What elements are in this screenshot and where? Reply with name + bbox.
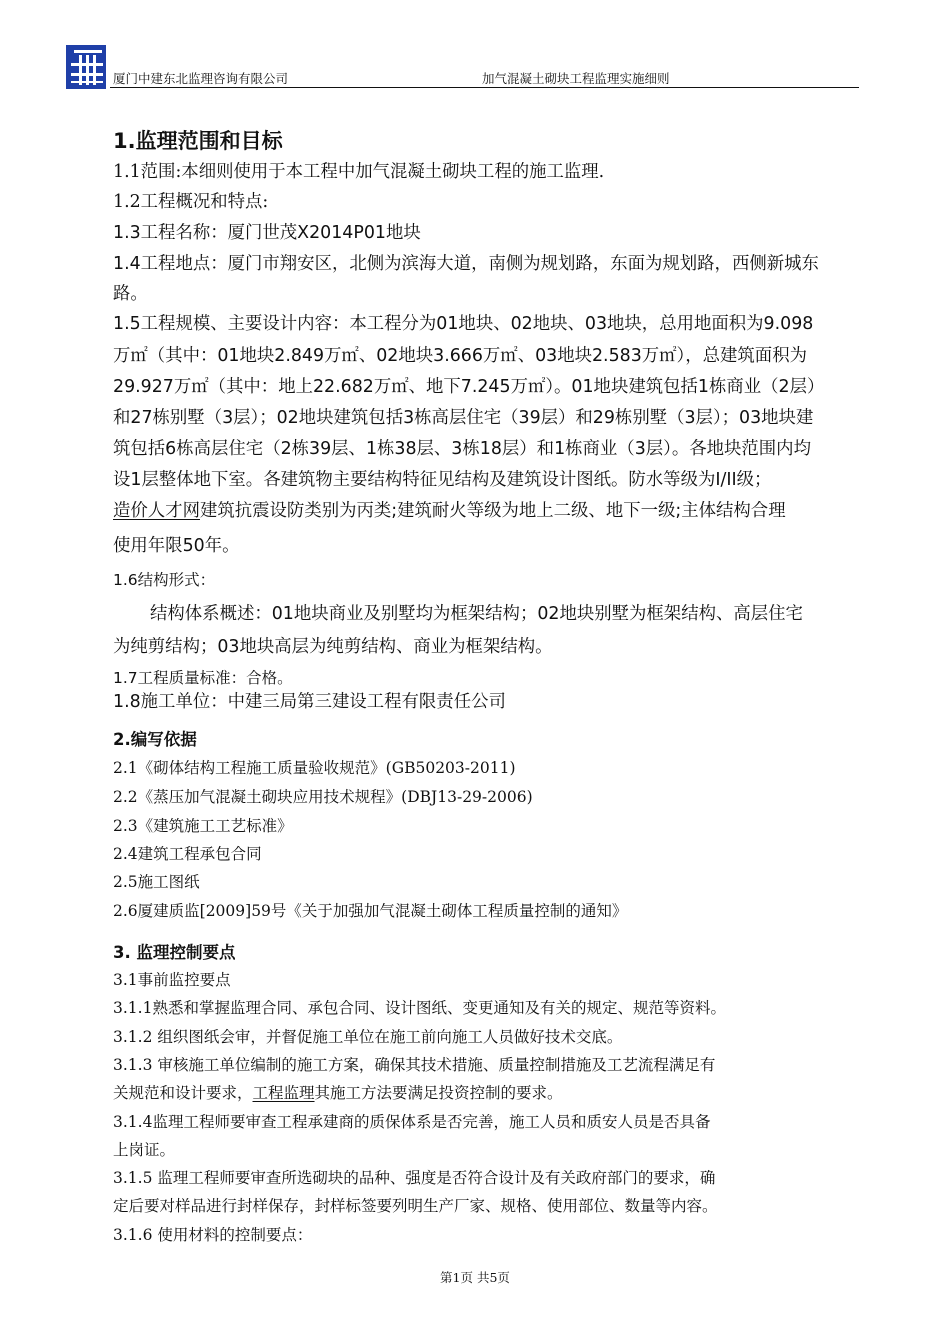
reference-item: 2.2《蒸压加气混凝土砌块应用技术规程》(DBJ13-29-2006) xyxy=(113,788,533,806)
engineering-supervision-link[interactable]: 工程监理 xyxy=(252,1084,315,1102)
paragraph-3-1-2: 3.1.2 组织图纸会审，并督促施工单位在施工前向施工人员做好技术交底。 xyxy=(113,1028,623,1046)
header-company: 厦门中建东北监理咨询有限公司 xyxy=(113,71,289,86)
paragraph-1-2: 1.2工程概况和特点: xyxy=(113,192,269,212)
reference-item: 2.3《建筑施工工艺标准》 xyxy=(113,817,293,835)
header-divider xyxy=(110,87,859,88)
paragraph-1-5-line8: 使用年限50年。 xyxy=(113,536,240,556)
paragraph-3-1-3-post: 其施工方法要满足投资控制的要求。 xyxy=(314,1084,563,1102)
paragraph-3-1-5-line2: 定后要对样品进行封样保存，封样标签要列明生产厂家、规格、使用部位、数量等内容。 xyxy=(113,1197,718,1215)
paragraph-1-6: 1.6结构形式： xyxy=(113,571,216,589)
section-1-heading: 1.监理范围和目标 xyxy=(113,129,283,153)
paragraph-1-1: 1.1范围:本细则使用于本工程中加气混凝土砌块工程的施工监理. xyxy=(113,162,605,182)
paragraph-3-1-5-line1: 3.1.5 监理工程师要审查所选砌块的品种、强度是否符合设计及有关政府部门的要求，确 xyxy=(113,1169,716,1187)
reference-item: 2.6厦建质监[2009]59号《关于加强加气混凝土砌体工程质量控制的通知》 xyxy=(113,902,628,920)
paragraph-3-1-4-line2: 上岗证。 xyxy=(113,1141,176,1159)
paragraph-1-8: 1.8施工单位：中建三局第三建设工程有限责任公司 xyxy=(113,692,506,712)
paragraph-3-1-3-pre: 关规范和设计要求， xyxy=(113,1084,253,1102)
paragraph-1-4-line2: 路。 xyxy=(113,284,148,304)
paragraph-1-5-line6: 设1层整体地下室。各建筑物主要结构特征见结构及建筑设计图纸。防水等级为I/II级； xyxy=(113,470,772,490)
section-2-heading: 2.编写依据 xyxy=(113,730,197,749)
paragraph-1-6-line1: 结构体系概述：01地块商业及别墅均为框架结构；02地块别墅为框架结构、高层住宅 xyxy=(150,604,803,624)
paragraph-3-1-3-line1: 3.1.3 审核施工单位编制的施工方案，确保其技术措施、质量控制措施及工艺流程满足有 xyxy=(113,1056,716,1074)
paragraph-3-1-1: 3.1.1熟悉和掌握监理合同、承包合同、设计图纸、变更通知及有关的规定、规范等资料。 xyxy=(113,999,726,1017)
paragraph-3-1: 3.1事前监控要点 xyxy=(113,971,231,989)
reference-item: 2.5施工图纸 xyxy=(113,873,200,891)
paragraph-1-5-line2: 万㎡（其中：01地块2.849万㎡、02地块3.666万㎡、03地块2.583万㎡），总建筑面积为 xyxy=(113,346,807,366)
paragraph-1-7: 1.7工程质量标准：合格。 xyxy=(113,669,293,687)
paragraph-1-3: 1.3工程名称：厦门世茂X2014P01地块 xyxy=(113,223,421,243)
reference-item: 2.1《砌体结构工程施工质量验收规范》(GB50203-2011) xyxy=(113,759,516,777)
paragraph-1-5-line1: 1.5工程规模、主要设计内容：本工程分为01地块、02地块、03地块，总用地面积为9.098 xyxy=(113,314,814,334)
paragraph-3-1-4-line1: 3.1.4监理工程师要审查工程承建商的质保体系是否完善，施工人员和质安人员是否具备 xyxy=(113,1113,711,1131)
paragraph-1-5-line5: 筑包括6栋高层住宅（2栋39层、1栋38层、3栋18层）和1栋商业（3层）。各地块范围内均 xyxy=(113,439,811,459)
paragraph-1-4-line1: 1.4工程地点：厦门市翔安区，北侧为滨海大道，南侧为规划路，东面为规划路，西侧新城东 xyxy=(113,254,819,274)
paragraph-1-5-line3: 29.927万㎡（其中：地上22.682万㎡、地下7.245万㎡）。01地块建筑包括1栋商业（2层） xyxy=(113,377,825,397)
section-3-heading: 3. 监理控制要点 xyxy=(113,943,236,962)
paragraph-1-5-line4: 和27栋别墅（3层）；02地块建筑包括3栋高层住宅（39层）和29栋别墅（3层）；03地块建 xyxy=(113,408,814,428)
header-doc-title: 加气混凝土砌块工程监理实施细则 xyxy=(482,71,670,86)
paragraph-3-1-6: 3.1.6 使用材料的控制要点： xyxy=(113,1226,313,1244)
page-number: 第1页 共5页 xyxy=(440,1270,510,1285)
paragraph-1-5-line7-text: 建筑抗震设防类别为丙类;建筑耐火等级为地上二级、地下一级;主体结构合理 xyxy=(199,501,786,521)
company-logo xyxy=(66,45,106,89)
paragraph-1-6-line2: 为纯剪结构；03地块高层为纯剪结构、商业为框架结构。 xyxy=(113,637,553,657)
paragraph-3-1-3-line2 xyxy=(113,1082,563,1104)
talent-network-link[interactable]: 造价人才网 xyxy=(113,501,200,521)
paragraph-1-5-line7 xyxy=(113,500,786,522)
reference-item: 2.4建筑工程承包合同 xyxy=(113,845,262,863)
